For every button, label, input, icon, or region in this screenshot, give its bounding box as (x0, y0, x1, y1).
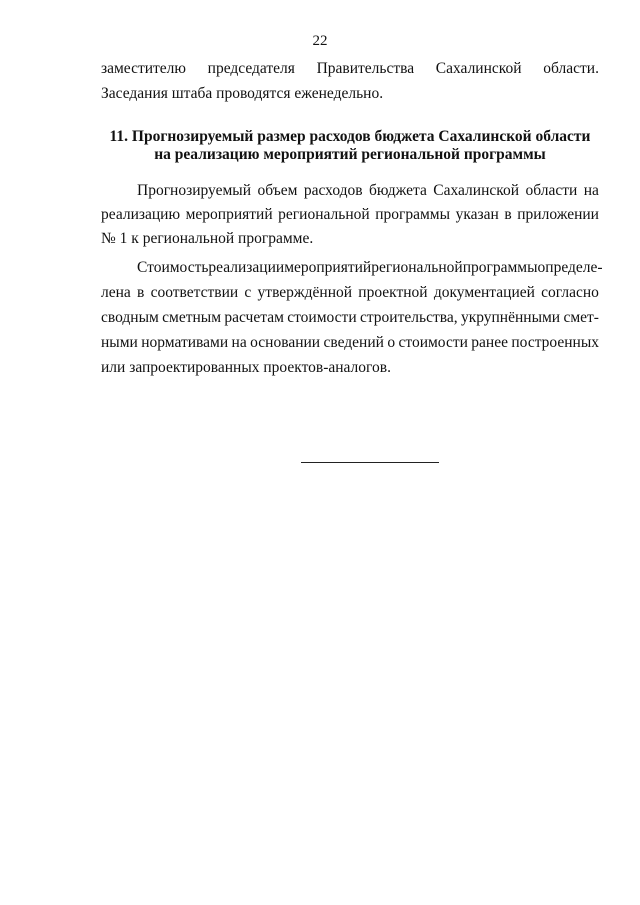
word: строительства, (359, 309, 458, 326)
word: объем (257, 182, 298, 199)
word: приложении (517, 206, 599, 223)
paragraph-2-line-1 (137, 259, 603, 277)
word: на (231, 334, 247, 351)
word: области. (543, 60, 599, 77)
word: сведений (323, 334, 384, 351)
word: о (387, 334, 396, 351)
word: ными (101, 334, 138, 351)
word: определе- (537, 259, 603, 276)
paragraph-1-line-2 (101, 206, 599, 224)
word: программы (375, 206, 451, 223)
word: ранее (471, 334, 508, 351)
section-heading-line-2: на реализацию мероприятий региональной программы (154, 146, 546, 163)
word: области (525, 182, 578, 199)
paragraph-2-line-4 (101, 334, 599, 352)
word: сводным (101, 309, 159, 326)
intro-line-1 (101, 60, 599, 78)
word: укрупнёнными (460, 309, 561, 326)
paragraph-2-line-2 (101, 284, 599, 302)
word: построенных (511, 334, 599, 351)
word: Сахалинской (433, 182, 520, 199)
word: региональной (371, 259, 463, 276)
word: Прогнозируемый (137, 182, 252, 199)
paragraph-1-line-1 (137, 182, 599, 200)
word: Стоимость (137, 259, 209, 276)
paragraph-1-line-3: № 1 к региональной программе. (101, 230, 314, 247)
word: председателя (207, 60, 295, 77)
word: реализации (208, 259, 285, 276)
word: смет- (563, 309, 599, 326)
word: основании (250, 334, 321, 351)
word: расходов (303, 182, 363, 199)
page-number: 22 (312, 33, 328, 49)
word: указан (455, 206, 499, 223)
paragraph-2-line-5: или запроектированных проектов-аналогов. (101, 359, 391, 376)
word: реализацию (101, 206, 181, 223)
intro-line-2: Заседания штаба проводятся еженедельно. (101, 85, 384, 102)
word: бюджета (369, 182, 427, 199)
word: в (137, 284, 145, 301)
word: соответствии (150, 284, 239, 301)
word: мероприятий (185, 206, 273, 223)
word: стоимости (287, 309, 357, 326)
word: стоимости (398, 334, 468, 351)
word: заместителю (101, 60, 186, 77)
word: в (504, 206, 512, 223)
word: Сахалинской (435, 60, 522, 77)
word: региональной (278, 206, 370, 223)
word: расчетам (224, 309, 284, 326)
section-heading-line-1: 11. Прогнозируемый размер расходов бюджета Сахалинской области (109, 128, 591, 145)
word: программы (462, 259, 538, 276)
paragraph-2-line-3 (101, 309, 599, 327)
word: согласно (541, 284, 599, 301)
word: документацией (433, 284, 535, 301)
word: сметным (162, 309, 222, 326)
end-separator (301, 462, 439, 463)
word: на (583, 182, 599, 199)
word: нормативами (141, 334, 229, 351)
word: с (244, 284, 252, 301)
word: Правительства (316, 60, 415, 77)
word: лена (101, 284, 131, 301)
word: мероприятий (284, 259, 372, 276)
word: проектной (358, 284, 428, 301)
word: утверждённой (257, 284, 353, 301)
